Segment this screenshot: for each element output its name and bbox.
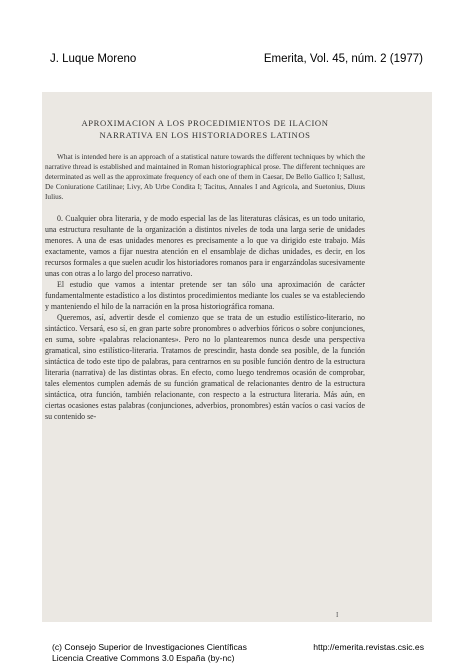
- article-body: [45, 117, 365, 422]
- abstract: What is intended here is an approach of a statistical nature towards the different techniques by which the narrative thread is established and maintained in Roman historiographical prose. The different techniques are determinated as well as the approximate frequency of each one of them in Caesar, De Bello Gallico I; Sallust, De Coniuratione Catilinae; Livy, Ab Urbe Condita I; Tacitus, Annales I and Agricola, and Suetonius, Diuus Iulius.: [45, 152, 365, 201]
- footer-copyright-line-1: (c) Consejo Superior de Investigaciones Científicas: [52, 642, 247, 652]
- article-title-line-2: NARRATIVA EN LOS HISTORIADORES LATINOS: [99, 130, 311, 140]
- paragraph-0: 0. Cualquier obra literaria, y de modo especial las de las literaturas clásicas, es un todo unitario, una estructura resultante de la organización a distintos niveles de toda una larga serie de unidades menores. A una de esas unidades menores es precisamente a lo que va dirigido este trabajo. Más exactamente, vamos a fijar nuestra atención en el ensamblaje de dichas unidades, es decir, en los recursos formales a que suelen acudir los historiadores romanos para ir engarzándolas sucesivamente unas con otras a lo largo del proceso narrativo.: [45, 213, 365, 278]
- paragraph-1: El estudio que vamos a intentar pretende ser tan sólo una aproximación de carácter fundamentalmente estadístico a los distintos procedimientos mediante los cuales se va estableciendo y manteniendo el hilo de la narración en la prosa historiográfica romana.: [45, 279, 365, 311]
- paragraph-2: Queremos, así, advertir desde el comienzo que se trata de un estudio estilístico-literario, no sintáctico. Versará, eso sí, en gran parte sobre pronombres o adverbios fóricos o sobre conjunciones, en suma, sobre «palabras relacionantes». Pero no lo plantearemos nunca desde una perspectiva gramatical, sino estilístico-literaria. Tratamos de prescindir, hasta donde sea posible, de la función sintáctica de todo este tipo de palabras, para centrarnos en su posible función dentro de la estructura literaria (narrativa) de las distintas obras. En efecto, como luego tendremos ocasión de comprobar, tales elementos cumplen además de su función gramatical de relacionantes dentro de la estructura sintáctica, otra función, también relacionante, con respecto a la estructura literaria. Más aún, en ciertas ocasiones estas palabras (conjunciones, adverbios, pronombres) están vacíos o casi vacíos de su contenido se-: [45, 312, 365, 422]
- running-header-citation: Emerita, Vol. 45, núm. 2 (1977): [263, 53, 423, 65]
- article-title: [45, 117, 365, 141]
- article-title-line-1: APROXIMACION A LOS PROCEDIMIENTOS DE ILACION: [81, 118, 329, 128]
- footer-license: [52, 642, 247, 664]
- page-signature-mark: I: [336, 611, 339, 619]
- footer-journal-link[interactable]: http://emerita.revistas.csic.es: [313, 642, 424, 652]
- running-header-author: J. Luque Moreno: [50, 53, 137, 65]
- footer-copyright-line-2: Licencia Creative Commons 3.0 España (by-nc): [52, 653, 235, 663]
